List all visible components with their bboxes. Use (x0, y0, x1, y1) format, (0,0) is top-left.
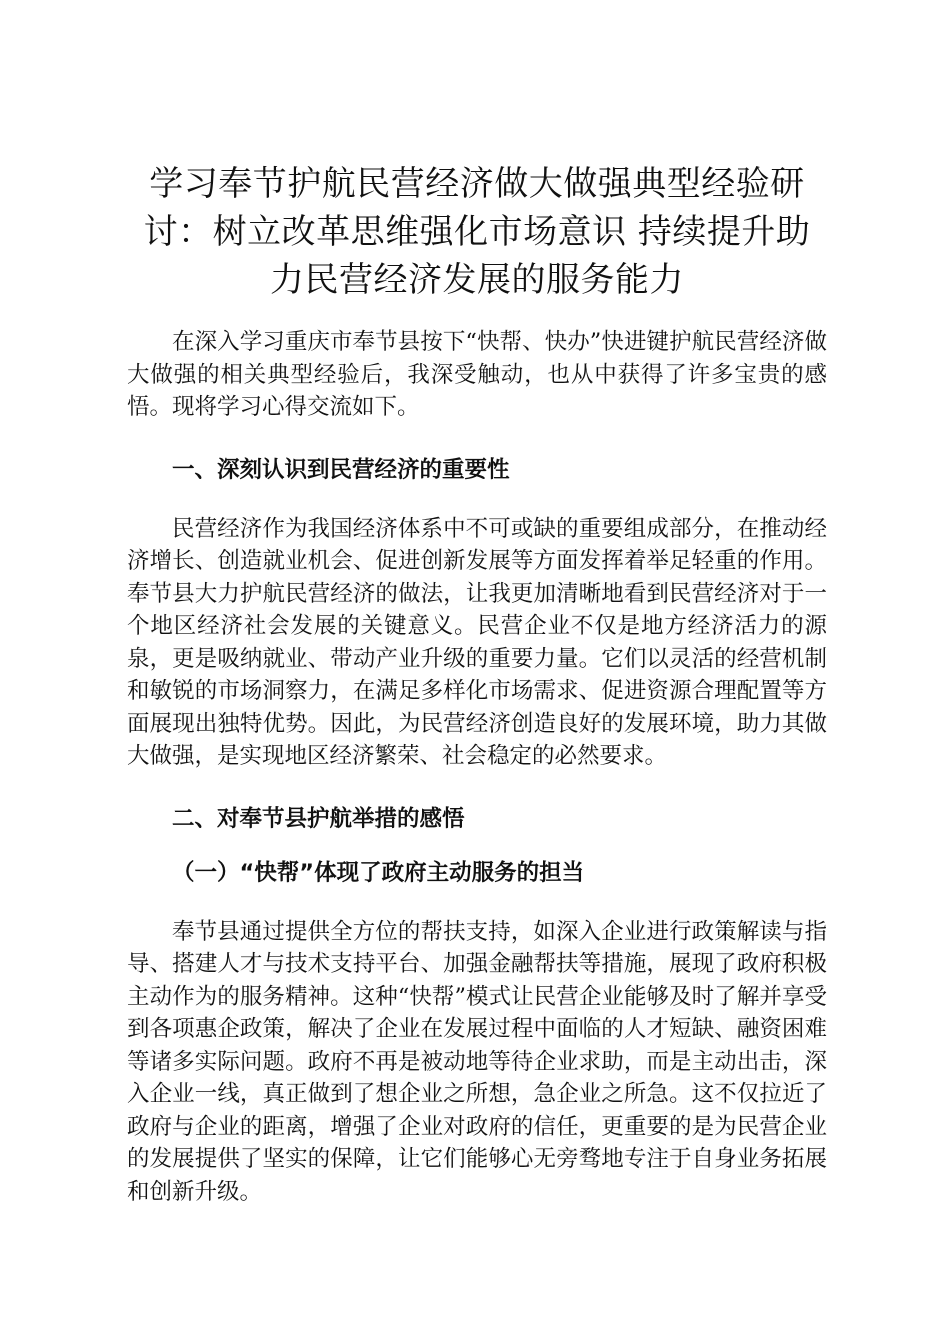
section-1-body: 民营经济作为我国经济体系中不可或缺的重要组成部分，在推动经济增长、创造就业机会、促进创新发展等方面发挥着举足轻重的作用。奉节县大力护航民营经济的做法，让我更加清晰地看到民营经济对于一个地区经济社会发展的关键意义。民营企业不仅是地方经济活力的源泉，更是吸纳就业、带动产业升级的重要力量。它们以灵活的经营机制和敏锐的市场洞察力，在满足多样化市场需求、促进资源合理配置等方面展现出独特优势。因此，为民营经济创造良好的发展环境，助力其做大做强，是实现地区经济繁荣、社会稳定的必然要求。 (127, 515, 827, 769)
intro-paragraph: 在深入学习重庆市奉节县按下“快帮、快办”快进键护航民营经济做大做强的相关典型经验后，我深受触动，也从中获得了许多宝贵的感悟。现将学习心得交流如下。 (127, 329, 827, 420)
document-page (127, 160, 827, 1208)
subsection-1-heading: （一）“快帮”体现了政府主动服务的担当 (172, 859, 585, 886)
subsection-1-body: 奉节县通过提供全方位的帮扶支持，如深入企业进行政策解读与指导、搭建人才与技术支持平台、加强金融帮扶等措施，展现了政府积极主动作为的服务精神。这种“快帮”模式让民营企业能够及时了解并享受到各项惠企政策，解决了企业在发展过程中面临的人才短缺、融资困难等诸多实际问题。政府不再是被动地等待企业求助，而是主动出击，深入企业一线，真正做到了想企业之所想，急企业之所急。这不仅拉近了政府与企业的距离，增强了企业对政府的信任，更重要的是为民营企业的发展提供了坚实的保障，让它们能够心无旁骛地专注于自身业务拓展和创新升级。 (127, 918, 827, 1205)
spacer (127, 835, 827, 857)
document-title: 学习奉节护航民营经济做大做强典型经验研讨：树立改革思维强化市场意识 持续提升助力民营经济发展的服务能力 (143, 164, 811, 300)
section-2-heading: 二、对奉节县护航举措的感悟 (172, 805, 465, 832)
spacer (127, 889, 827, 916)
spacer (127, 773, 827, 803)
spacer (127, 486, 827, 513)
section-1-heading: 一、深刻认识到民营经济的重要性 (172, 456, 510, 483)
spacer (127, 424, 827, 454)
